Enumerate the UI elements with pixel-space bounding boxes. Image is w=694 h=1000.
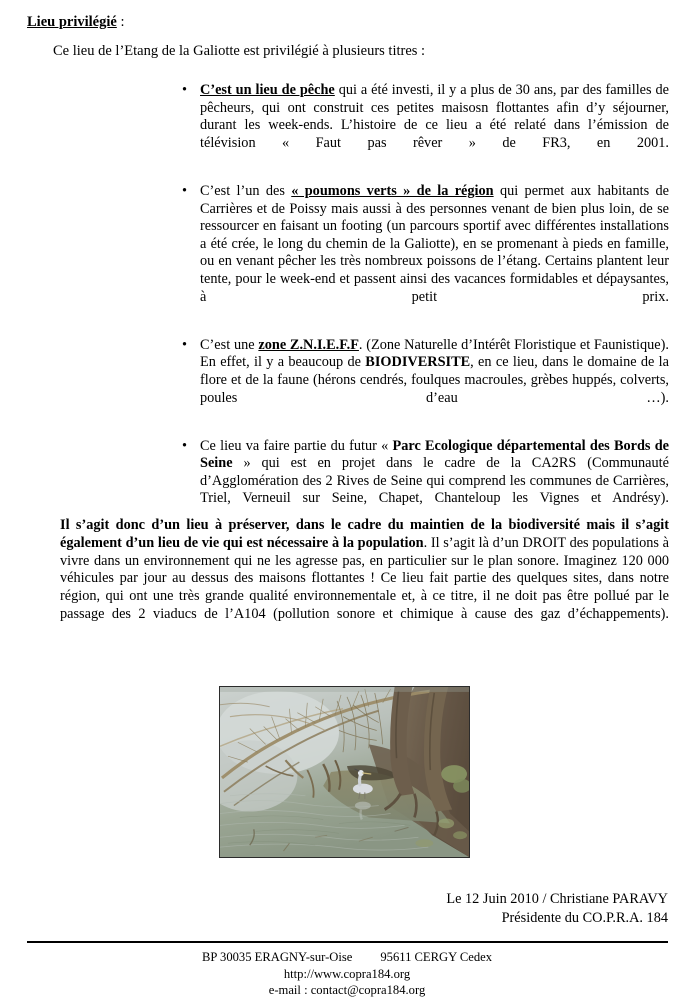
footer-divider [27,941,668,943]
closing-paragraph [60,517,669,642]
body-text-pre: Ce lieu va faire partie du futur « [200,437,393,454]
emphasis-text: « poumons verts » de la région [291,182,494,199]
body-text: » qui est en projet dans le cadre de la CA2RS (Communauté d’Agglomération des 2 Rives de Seine qui comprend les communes de Carrières, Triel, Verneuil sur Seine, Chapet, Chanteloup les Vignes et Andrésy). [200,455,669,507]
list-item-body [200,82,669,170]
footer-email[interactable]: e-mail : contact@copra184.org [268,983,426,997]
body-text: qui permet aux habitants de Carrières et de Poissy mais aussi à des personnes venant de bien plus loin, de se ressourcer en faisant un footing (un parcours sportif avec différentes installations a été crée, le long du chemin de la Galiotte), en se promenant à pieds en famille, ou en venant pêcher les très nombreux poissons de l’étang. Certains plantent leur tente, pour le week-end et passent ainsi des vacances formidables et dépaysantes, à petit prix. [200,182,669,305]
body-text: , en ce lieu, dans le domaine de la flore et de la faune (hérons cendrés, foulques macroules, grèbes huppés, colverts, poules d’eau …). [200,354,669,406]
list-item [182,82,669,170]
emphasis-text-secondary: BIODIVERSITE [365,354,471,371]
closing-body-text: . Il s’agit là d’un DROIT des populations à vivre dans un environnement qui ne les agresse pas, en particulier sur le plan sonore. Imaginez 120 000 véhicules par jour au dessus des maisons flottantes ! Ce lieu fait partie des quelques sites, dans notre région, qui ont une très grande qualité environnementale et, à ce titre, il ne doit pas être pollué par le passage des 2 viaducs de l’A104 (pollution sonore et chimique à cause des gaz d’échappements). [60,534,670,622]
body-text: qui a été investi, il y a plus de 30 ans, par des familles de pêcheurs, qui ont construit ces petites maisosn flottantes afin d’y séjourner, durant les week-ends. L’histoire de ce lieu a été relaté dans l’émission de télévision « Faut pas rêver » de FR3, en 2001. [200,82,669,151]
bullet-marker-icon: • [182,437,188,454]
footer-address-right: 95611 CERGY Cedex [380,950,493,964]
body-text-mid: . (Zone Naturelle d’Intérêt Floristique et Faunistique). En effet, il y a beaucoup de [200,336,669,371]
bullet-marker-icon: • [182,82,188,98]
list-item [182,183,669,324]
emphasis-text: C’est un lieu de pêche [200,82,335,98]
body-text-pre: C’est une [200,336,259,353]
bullet-list [182,82,669,526]
list-item [182,438,669,526]
page-title-colon: : [116,14,125,30]
list-item-body [200,337,669,425]
bullet-marker-icon: • [182,182,188,199]
intro-paragraph: Ce lieu de l’Etang de la Galiotte est privilégié à plusieurs titres : [53,43,426,59]
list-item-body [200,438,669,526]
photograph-illustration [220,687,469,857]
photograph-content [220,687,469,857]
emphasis-text: zone Z.N.I.E.F.F [258,336,359,353]
list-item-body [200,183,669,324]
body-text-pre: C’est l’un des [200,182,292,199]
list-item [182,337,669,425]
footer-address-line [0,949,694,966]
signature-date-author: Le 12 Juin 2010 / Christiane PARAVY [446,891,668,907]
footer-block [0,949,694,999]
footer-website[interactable]: http://www.copra184.org [283,966,411,981]
page-title [27,13,124,31]
emphasis-text: Parc Ecologique départemental des Bords de Seine [200,437,669,472]
footer-address-left: BP 30035 ERAGNY-sur-Oise [201,950,353,964]
closing-lead-text: Il s’agit donc d’un lieu à préserver, dans le cadre du maintien de la biodiversité mais il s’agit également d’un lieu de vie qui est nécessaire à la population [60,517,669,551]
signature-role: Présidente du CO.P.R.A. 184 [501,910,668,926]
signature-block [446,890,668,928]
bullet-marker-icon: • [182,336,188,353]
pond-photograph [219,686,470,858]
page-title-text: Lieu privilégié [27,14,117,30]
